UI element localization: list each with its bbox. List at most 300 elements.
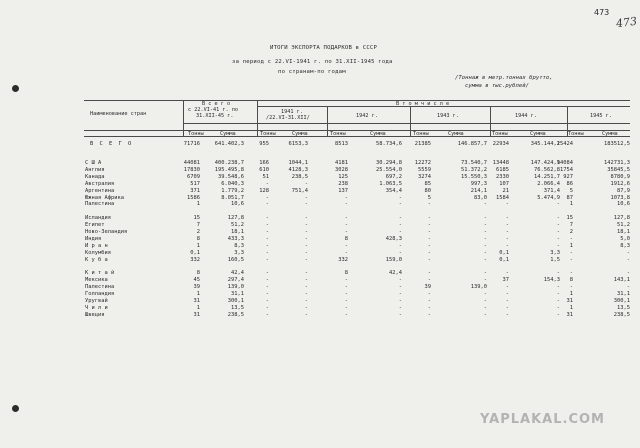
cell-sum: 1073,8 xyxy=(610,194,630,201)
cell-tons: - xyxy=(265,215,269,221)
cell-tons: - xyxy=(344,312,348,318)
header-1942: 1942 г. xyxy=(356,113,378,119)
cell-sum: 2.066,4 xyxy=(537,181,560,187)
cell-sum: - xyxy=(398,312,402,318)
cell-sum: 51,2 xyxy=(617,222,630,228)
cell-tons: 21385 xyxy=(414,141,431,147)
cell-sum: - xyxy=(556,236,560,242)
table-rule xyxy=(84,100,630,101)
cell-sum: 195.495,8 xyxy=(214,167,244,173)
cell-tons: - xyxy=(505,284,509,290)
cell-sum: 31,1 xyxy=(617,291,630,297)
cell-sum: - xyxy=(304,298,308,304)
table-row xyxy=(84,250,630,256)
cell-sum: 73.540,7 xyxy=(461,160,487,166)
document-title: ИТОГИ ЭКСПОРТА ПОДАРКОВ в СССР xyxy=(270,45,378,51)
cell-tons: 3028 xyxy=(335,167,348,173)
cell-sum: 238,5 xyxy=(613,312,630,318)
header-total: В с е г о xyxy=(202,101,231,107)
cell-sum: - xyxy=(398,305,402,311)
cell-tons: - xyxy=(427,291,431,297)
cell-sum: - xyxy=(304,305,308,311)
cell-tons: - xyxy=(505,312,509,318)
cell-sum: - xyxy=(304,181,308,187)
cell-tons: 332 xyxy=(190,257,200,263)
cell-sum: 8780,9 xyxy=(610,174,630,180)
cell-tons: - xyxy=(344,291,348,297)
subheader-tons: Тонны xyxy=(330,130,346,137)
cell-sum: - xyxy=(483,257,487,263)
subheader-sum: Сумма xyxy=(220,130,236,137)
cell-tons: - xyxy=(344,201,348,207)
cell-sum: 354,4 xyxy=(385,188,402,194)
cell-tons: - xyxy=(505,222,509,228)
cell-sum: 147.424,9 xyxy=(530,160,560,166)
cell-sum: - xyxy=(483,305,487,311)
cell-sum: 42,4 xyxy=(231,270,244,276)
row-label: И р а н xyxy=(85,243,108,249)
header-1941-period: /22.VI-31.XII/ xyxy=(266,115,310,121)
cell-sum: - xyxy=(304,236,308,242)
cell-tons: 3274 xyxy=(418,174,431,180)
cell-tons: - xyxy=(569,236,573,242)
row-label: Южная Африка xyxy=(85,194,124,201)
cell-sum: - xyxy=(304,229,308,235)
cell-sum: 697,2 xyxy=(385,174,402,180)
table-row xyxy=(84,201,630,207)
punch-hole xyxy=(12,85,19,92)
cell-sum: 142731,3 xyxy=(604,160,630,166)
cell-sum: 997,3 xyxy=(470,181,487,187)
watermark: YAPLAKAL.COM xyxy=(480,412,605,427)
cell-sum: - xyxy=(556,298,560,304)
cell-tons: 6709 xyxy=(187,174,200,180)
cell-sum: 51,2 xyxy=(231,222,244,228)
cell-sum: - xyxy=(304,194,308,201)
cell-tons: - xyxy=(569,284,573,290)
cell-sum: - xyxy=(556,229,560,235)
cell-sum: 433,3 xyxy=(227,236,244,242)
cell-sum: 345.144,2 xyxy=(530,141,560,147)
cell-tons: 5559 xyxy=(418,167,431,173)
cell-tons: 1 xyxy=(196,291,200,297)
cell-sum: 159,0 xyxy=(385,257,402,263)
cell-tons: - xyxy=(265,222,269,228)
cell-sum: 51.372,2 xyxy=(461,167,487,173)
subheader-sum: Сумма xyxy=(448,130,464,137)
cell-tons: 166 xyxy=(259,160,269,166)
document-period: за период с 22.VI-1941 г. по 31.XII-1945 года xyxy=(232,59,393,65)
cell-sum: - xyxy=(556,222,560,228)
row-label: Исландия xyxy=(85,215,111,221)
cell-sum: 300,1 xyxy=(227,298,244,304)
subheader-sum: Сумма xyxy=(602,130,618,137)
cell-tons: 44081 xyxy=(183,160,200,166)
cell-sum: - xyxy=(556,284,560,290)
document-subtitle: по странам-по годам xyxy=(278,69,346,75)
cell-sum: - xyxy=(304,291,308,297)
subheader-tons: Тонны xyxy=(188,130,204,137)
cell-tons: - xyxy=(265,250,269,256)
cell-tons: 22934 xyxy=(492,141,509,147)
cell-sum: 127,8 xyxy=(227,215,244,221)
table-row xyxy=(84,167,630,173)
table-rule xyxy=(183,100,184,136)
cell-sum: 139,0 xyxy=(227,284,244,290)
row-label: Аргентина xyxy=(85,188,115,194)
row-label: В С Е Г О xyxy=(90,141,133,147)
cell-sum: 300,1 xyxy=(613,298,630,304)
cell-tons: - xyxy=(265,291,269,297)
cell-tons: 39 xyxy=(193,284,200,290)
row-label: Индия xyxy=(85,236,102,242)
table-row xyxy=(84,291,630,297)
row-label: Англия xyxy=(85,167,105,173)
cell-sum: 8,3 xyxy=(620,243,630,249)
cell-tons: 8 xyxy=(196,270,200,276)
cell-tons: 1 xyxy=(569,305,573,311)
row-label: Канада xyxy=(85,174,105,180)
cell-sum: 127,8 xyxy=(613,215,630,221)
cell-tons: 8 xyxy=(569,277,573,283)
cell-tons: 15 xyxy=(566,215,573,221)
table-row xyxy=(84,215,630,221)
cell-tons: - xyxy=(427,250,431,256)
cell-tons: 31 xyxy=(566,312,573,318)
cell-tons: 5 xyxy=(569,188,573,194)
cell-tons: - xyxy=(265,229,269,235)
cell-tons: - xyxy=(505,305,509,311)
header-1941: 1941 г. xyxy=(281,109,303,115)
cell-sum: 1,5 xyxy=(550,257,560,263)
cell-tons: 0,1 xyxy=(190,250,200,256)
cell-sum: - xyxy=(556,215,560,221)
table-rule xyxy=(327,106,328,136)
cell-tons: 1 xyxy=(569,243,573,249)
cell-sum: - xyxy=(483,229,487,235)
cell-tons: - xyxy=(505,270,509,276)
table-rule xyxy=(410,106,411,136)
cell-tons: - xyxy=(265,277,269,283)
cell-sum: - xyxy=(626,270,630,276)
subheader-sum: Сумма xyxy=(370,130,386,137)
table-row xyxy=(84,160,630,166)
cell-sum: 10,6 xyxy=(617,201,630,207)
row-label: С Ш А xyxy=(85,160,102,166)
cell-tons: 5 xyxy=(427,194,431,201)
cell-sum: 25.554,0 xyxy=(376,167,402,173)
cell-sum: 214,1 xyxy=(470,188,487,194)
cell-sum: 1.063,5 xyxy=(379,181,402,187)
cell-tons: - xyxy=(344,215,348,221)
cell-sum: 39.548,6 xyxy=(218,174,244,180)
cell-tons: - xyxy=(505,291,509,297)
cell-tons: 86 xyxy=(566,181,573,187)
cell-tons: 0,1 xyxy=(499,257,509,263)
cell-sum: - xyxy=(483,298,487,304)
cell-tons: 39 xyxy=(424,284,431,290)
cell-tons: - xyxy=(427,298,431,304)
row-label: Ново-Зеландия xyxy=(85,229,128,235)
cell-tons: 17830 xyxy=(183,167,200,173)
subheader-tons: Тонны xyxy=(492,130,508,137)
cell-tons: - xyxy=(427,201,431,207)
cell-sum: - xyxy=(398,229,402,235)
cell-sum: 3,3 xyxy=(550,250,560,256)
cell-sum: 1044,1 xyxy=(288,160,308,166)
cell-tons: - xyxy=(265,236,269,242)
cell-sum: 5,0 xyxy=(620,236,630,242)
cell-tons: 87 xyxy=(566,194,573,201)
cell-sum: 1912,6 xyxy=(610,181,630,187)
cell-tons: - xyxy=(427,236,431,242)
cell-tons: 517 xyxy=(190,181,200,187)
cell-sum: 35845,5 xyxy=(607,167,630,173)
cell-sum: 31,1 xyxy=(231,291,244,297)
cell-tons: - xyxy=(427,305,431,311)
row-label: К и т а й xyxy=(85,270,115,276)
cell-sum: 87,9 xyxy=(617,188,630,194)
cell-sum: - xyxy=(483,270,487,276)
table-row xyxy=(84,195,630,201)
header-total-range-end: 31.XII-45 г. xyxy=(196,113,234,119)
cell-tons: - xyxy=(265,243,269,249)
cell-sum: - xyxy=(304,243,308,249)
table-row xyxy=(84,229,630,235)
cell-tons: - xyxy=(344,222,348,228)
cell-sum: - xyxy=(483,312,487,318)
cell-sum: - xyxy=(304,222,308,228)
table-row xyxy=(84,284,630,290)
total-row xyxy=(84,141,630,147)
table-row xyxy=(84,181,630,187)
cell-tons: 8 xyxy=(344,236,348,242)
cell-tons: 15 xyxy=(193,215,200,221)
header-total-range: с 22.VI-41 г. по xyxy=(188,107,238,113)
cell-tons: - xyxy=(427,222,431,228)
cell-sum: - xyxy=(556,305,560,311)
cell-tons: 85 xyxy=(424,181,431,187)
cell-tons: - xyxy=(265,257,269,263)
cell-tons: 8 xyxy=(344,270,348,276)
cell-tons: 45 xyxy=(193,277,200,283)
table-row xyxy=(84,243,630,249)
punch-hole xyxy=(12,405,19,412)
table-row xyxy=(84,222,630,228)
row-label: Палестина xyxy=(85,201,115,207)
table-rule xyxy=(257,100,258,136)
cell-sum: 143,1 xyxy=(613,277,630,283)
cell-sum: 13,5 xyxy=(617,305,630,311)
header-country: Наименование стран xyxy=(90,111,147,117)
table-rule xyxy=(84,130,630,131)
row-label: Мексика xyxy=(85,277,108,283)
cell-tons: 2330 xyxy=(496,174,509,180)
cell-sum: - xyxy=(483,222,487,228)
table-row xyxy=(84,236,630,242)
handwritten-page-number: 473 xyxy=(615,14,638,31)
cell-tons: 0,1 xyxy=(499,250,509,256)
cell-sum: - xyxy=(304,270,308,276)
cell-sum: - xyxy=(304,312,308,318)
cell-sum: 14.251,7 xyxy=(534,174,560,180)
cell-sum: - xyxy=(398,243,402,249)
cell-sum: 154,3 xyxy=(543,277,560,283)
cell-sum: - xyxy=(304,284,308,290)
units-note xyxy=(455,74,553,90)
cell-sum: - xyxy=(626,257,630,263)
cell-sum: - xyxy=(398,284,402,290)
cell-tons: 137 xyxy=(338,188,348,194)
cell-sum: 238,5 xyxy=(227,312,244,318)
cell-sum: - xyxy=(398,277,402,283)
cell-sum: - xyxy=(398,291,402,297)
cell-tons: - xyxy=(265,312,269,318)
cell-tons: - xyxy=(569,257,573,263)
table-rule xyxy=(490,106,491,136)
cell-sum: 8,3 xyxy=(234,243,244,249)
cell-tons: - xyxy=(427,270,431,276)
cell-tons: - xyxy=(344,305,348,311)
cell-sum: 1.779,2 xyxy=(221,188,244,194)
units-note-line: сумма в тыс.рублей/ xyxy=(465,83,529,89)
cell-tons: - xyxy=(427,243,431,249)
cell-tons: - xyxy=(569,270,573,276)
cell-tons: - xyxy=(265,194,269,201)
cell-tons: 8 xyxy=(196,236,200,242)
cell-sum: 4128,3 xyxy=(288,167,308,173)
row-label: Голландия xyxy=(85,291,115,297)
table-row xyxy=(84,257,630,263)
cell-sum: - xyxy=(398,194,402,201)
row-label: Австралия xyxy=(85,181,115,187)
cell-tons: - xyxy=(344,229,348,235)
cell-sum: - xyxy=(483,243,487,249)
cell-sum: 160,5 xyxy=(227,257,244,263)
table-row xyxy=(84,188,630,194)
subheader-sum: Сумма xyxy=(292,130,308,137)
cell-sum: 5.474,9 xyxy=(537,194,560,201)
cell-sum: 428,3 xyxy=(385,236,402,242)
cell-tons: - xyxy=(505,229,509,235)
cell-tons: - xyxy=(265,181,269,187)
cell-tons: 13448 xyxy=(492,160,509,166)
subheader-tons: Тонны xyxy=(568,130,584,137)
cell-tons: - xyxy=(265,201,269,207)
cell-tons: - xyxy=(505,243,509,249)
row-label: К у б а xyxy=(85,257,108,263)
cell-tons: - xyxy=(427,312,431,318)
cell-sum: 58.734,6 xyxy=(376,141,402,147)
cell-tons: - xyxy=(265,284,269,290)
cell-tons: - xyxy=(265,305,269,311)
cell-sum: 42,4 xyxy=(389,270,402,276)
cell-tons: - xyxy=(344,298,348,304)
cell-sum: 297,4 xyxy=(227,277,244,283)
header-1945: 1945 г. xyxy=(590,113,612,119)
cell-tons: 12272 xyxy=(414,160,431,166)
cell-sum: 3,3 xyxy=(234,250,244,256)
subheader-sum: Сумма xyxy=(530,130,546,137)
table-row xyxy=(84,174,630,180)
cell-tons: 31 xyxy=(193,298,200,304)
cell-tons: 15424 xyxy=(556,141,573,147)
cell-sum: 8.051,7 xyxy=(221,194,244,201)
cell-tons: 2 xyxy=(569,229,573,235)
cell-tons: - xyxy=(344,250,348,256)
cell-tons: 8513 xyxy=(335,141,348,147)
row-label: Ч и л и xyxy=(85,305,108,311)
cell-tons: 1 xyxy=(569,291,573,297)
cell-sum: 400.238,7 xyxy=(214,160,244,166)
row-label: Уругвай xyxy=(85,298,108,304)
cell-tons: 51 xyxy=(262,174,269,180)
subheader-tons: Тонны xyxy=(260,130,276,137)
cell-tons: - xyxy=(427,257,431,263)
cell-tons: 125 xyxy=(338,174,348,180)
header-in-that: В т о м ч и с л е xyxy=(396,100,450,107)
cell-sum: - xyxy=(304,257,308,263)
cell-tons: 71716 xyxy=(183,141,200,147)
cell-tons: - xyxy=(505,201,509,207)
table-row xyxy=(84,312,630,318)
cell-sum: 238,5 xyxy=(291,174,308,180)
cell-sum: - xyxy=(556,243,560,249)
cell-tons: 371 xyxy=(190,188,200,194)
cell-tons: 1586 xyxy=(187,194,200,201)
cell-sum: - xyxy=(398,215,402,221)
cell-sum: - xyxy=(556,312,560,318)
cell-tons: 37 xyxy=(502,277,509,283)
table-row xyxy=(84,270,630,276)
cell-tons: - xyxy=(344,284,348,290)
cell-tons: - xyxy=(265,270,269,276)
cell-sum: 146.857,7 xyxy=(457,141,487,147)
cell-tons: 31 xyxy=(566,298,573,304)
cell-tons: - xyxy=(344,194,348,201)
cell-tons: 238 xyxy=(338,181,348,187)
cell-tons: - xyxy=(505,215,509,221)
row-label: Палестина xyxy=(85,284,115,290)
cell-tons: 1754 xyxy=(560,167,573,173)
cell-tons: 128 xyxy=(259,188,269,194)
header-1943: 1943 г. xyxy=(437,113,459,119)
cell-tons: 927 xyxy=(563,174,573,180)
cell-tons: - xyxy=(265,298,269,304)
row-label: Колумбия xyxy=(85,250,111,256)
cell-tons: 1 xyxy=(569,201,573,207)
table-row xyxy=(84,277,630,283)
row-label: Египет xyxy=(85,222,105,228)
cell-tons: - xyxy=(505,298,509,304)
cell-sum: - xyxy=(483,250,487,256)
cell-sum: 371,4 xyxy=(543,188,560,194)
cell-tons: 7 xyxy=(196,222,200,228)
cell-sum: - xyxy=(398,222,402,228)
cell-tons: 1 xyxy=(196,201,200,207)
cell-sum: 751,4 xyxy=(291,188,308,194)
cell-tons: 6185 xyxy=(496,167,509,173)
table-rule xyxy=(84,136,630,137)
cell-tons: - xyxy=(569,250,573,256)
cell-tons: 955 xyxy=(259,141,269,147)
cell-sum: 18,1 xyxy=(231,229,244,235)
cell-tons: 80 xyxy=(424,188,431,194)
cell-tons: - xyxy=(427,215,431,221)
header-1944: 1944 г. xyxy=(515,113,537,119)
cell-tons: 31 xyxy=(193,312,200,318)
cell-tons: 107 xyxy=(499,181,509,187)
